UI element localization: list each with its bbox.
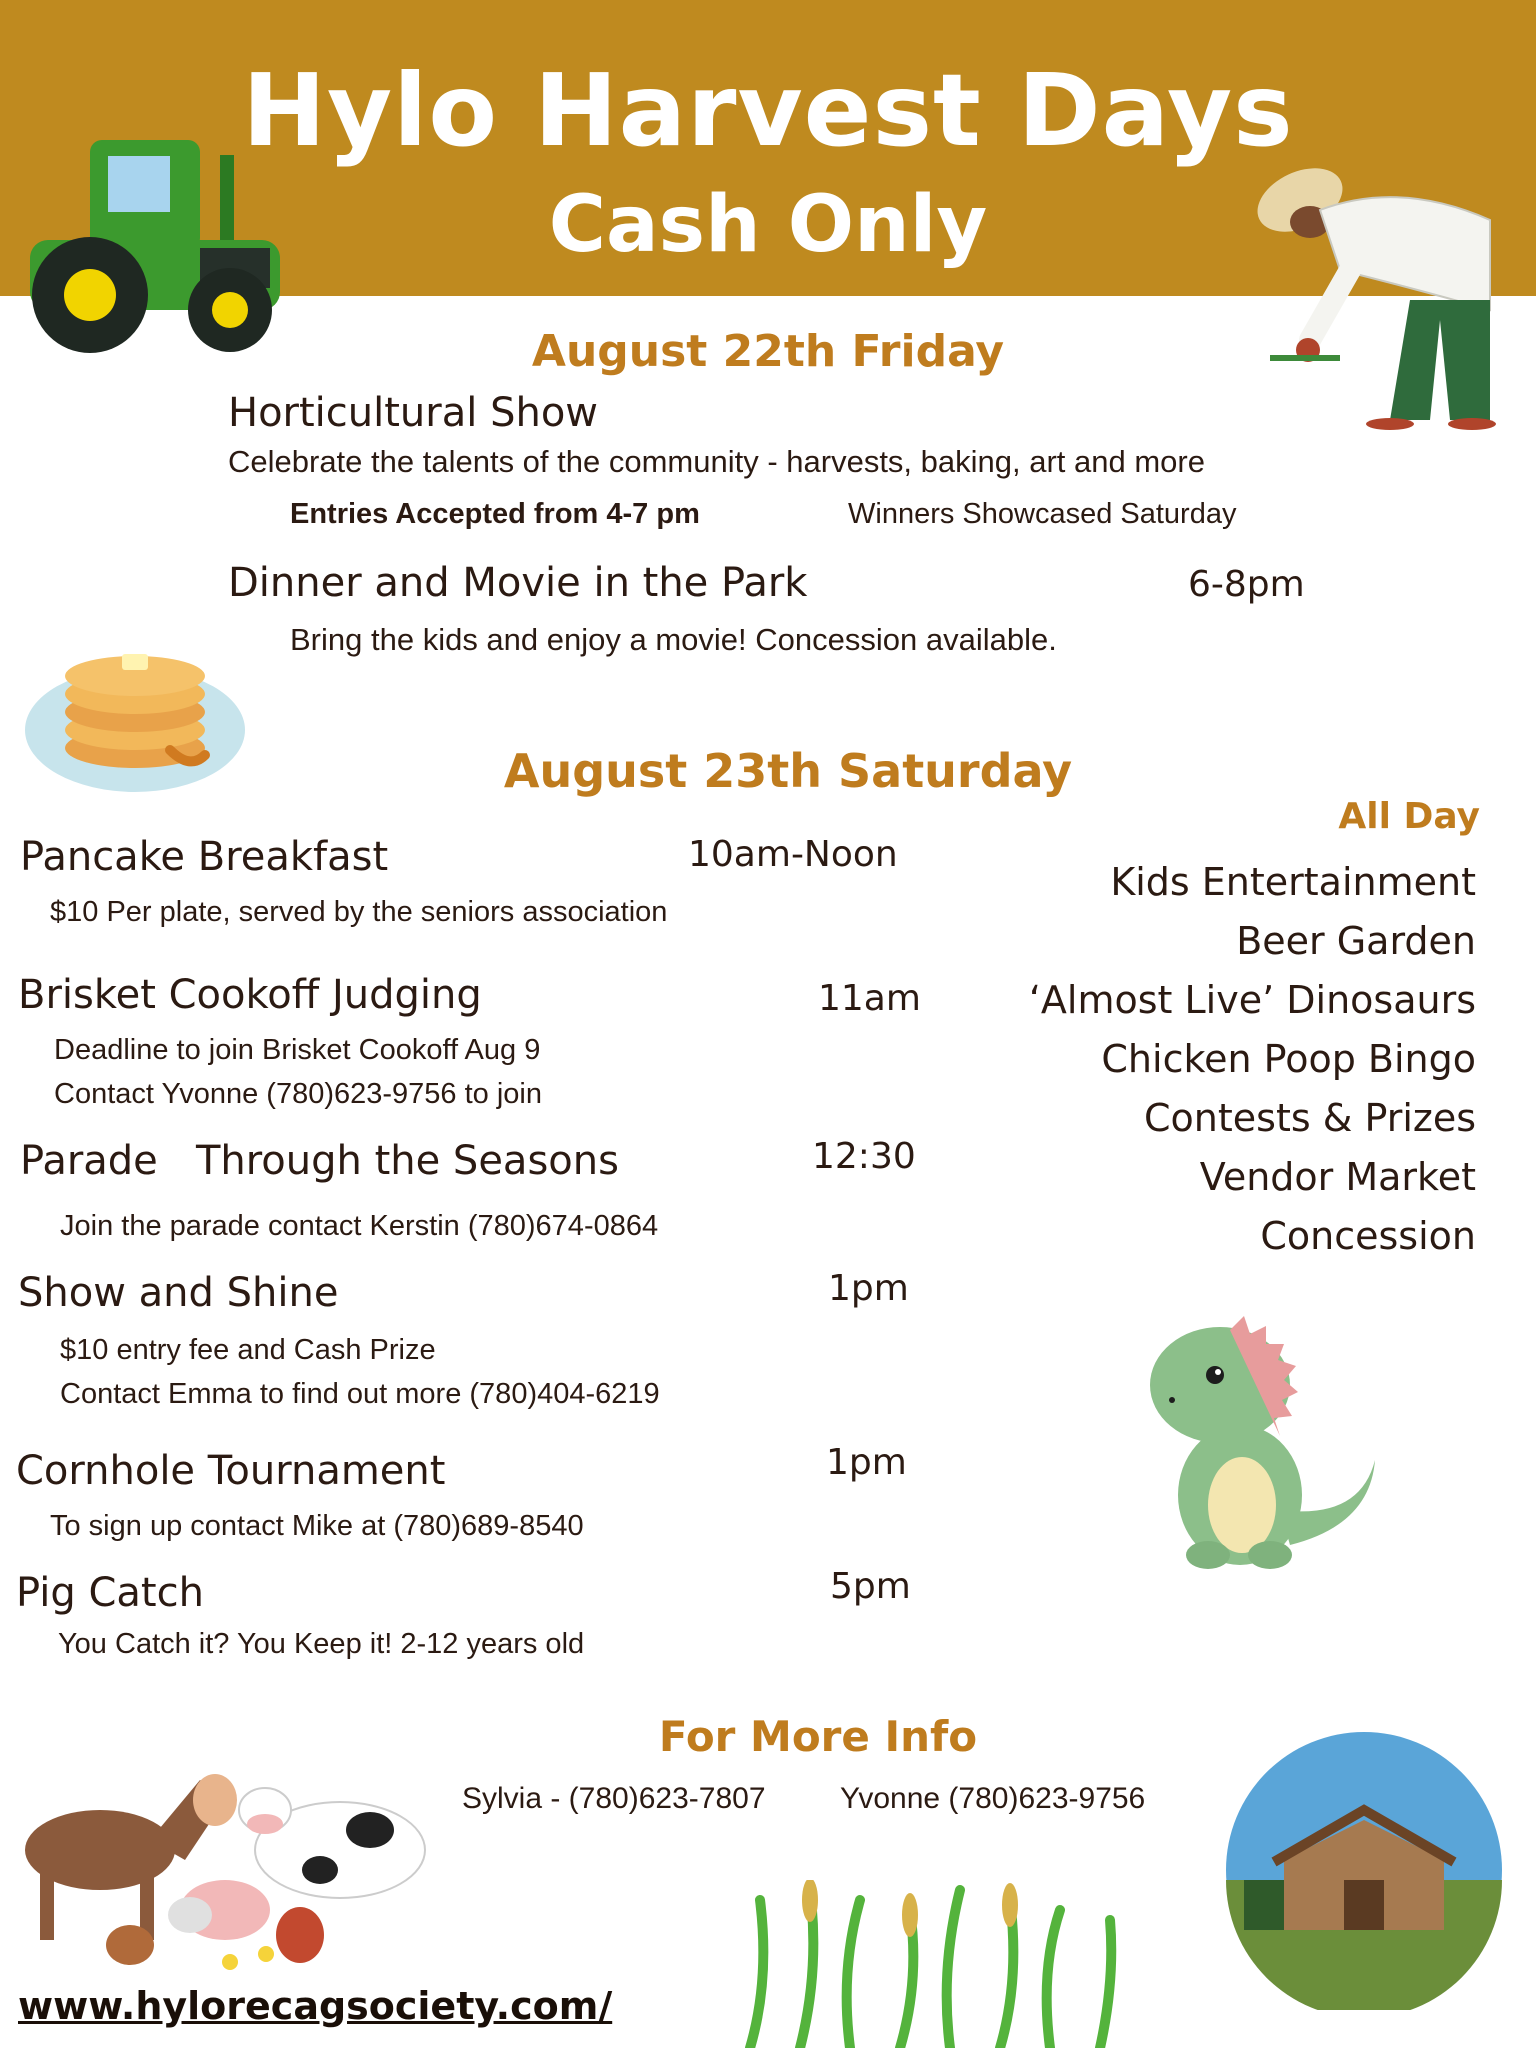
entries-accepted-note: Entries Accepted from 4-7 pm	[290, 498, 700, 530]
event-detail: You Catch it? You Keep it! 2-12 years old	[58, 1628, 585, 1660]
winners-showcased-note: Winners Showcased Saturday	[848, 498, 1237, 530]
tractor-icon	[20, 120, 300, 360]
event-parade: Parade Through the Seasons	[20, 1138, 619, 1184]
event-time: 11am	[818, 978, 921, 1019]
event-brisket-cookoff: Brisket Cookoff Judging	[18, 972, 482, 1018]
contact-yvonne: Yvonne (780)623-9756	[840, 1782, 1146, 1815]
event-description: Celebrate the talents of the community - harvests, baking, art and more	[228, 444, 1205, 479]
contact-sylvia: Sylvia - (780)623-7807	[462, 1782, 766, 1815]
farm-animals-icon	[10, 1740, 430, 1980]
saturday-heading: August 23th Saturday	[503, 744, 1073, 798]
friday-heading: August 22th Friday	[531, 326, 1005, 377]
more-info-heading: For More Info	[658, 1712, 978, 1761]
event-cornhole: Cornhole Tournament	[16, 1448, 446, 1494]
event-time: 12:30	[812, 1136, 916, 1177]
event-show-and-shine: Show and Shine	[18, 1270, 339, 1316]
event-pancake-breakfast: Pancake Breakfast	[20, 834, 389, 880]
event-detail: $10 entry fee and Cash Prize	[60, 1334, 436, 1366]
event-description: Bring the kids and enjoy a movie! Concession available.	[290, 622, 1057, 657]
page-title: Hylo Harvest Days	[242, 52, 1294, 169]
event-pig-catch: Pig Catch	[16, 1570, 204, 1616]
event-time: 5pm	[830, 1566, 911, 1607]
event-horticultural-show: Horticultural Show	[228, 390, 598, 436]
event-dinner-movie: Dinner and Movie in the Park	[228, 560, 808, 606]
dinosaur-icon	[1130, 1310, 1390, 1580]
all-day-item: Vendor Market	[1199, 1155, 1476, 1199]
event-detail: Deadline to join Brisket Cookoff Aug 9	[54, 1034, 541, 1066]
all-day-item: Chicken Poop Bingo	[1101, 1037, 1476, 1081]
barn-icon	[1224, 1730, 1504, 2010]
pancakes-icon	[20, 630, 250, 800]
all-day-item: ‘Almost Live’ Dinosaurs	[1028, 978, 1476, 1022]
event-time: 1pm	[828, 1268, 909, 1309]
event-time: 1pm	[826, 1442, 907, 1483]
farmer-icon	[1240, 160, 1520, 430]
page-subtitle: Cash Only	[548, 180, 988, 270]
wheat-icon	[730, 1880, 1130, 2048]
event-detail: Contact Emma to find out more (780)404-6219	[60, 1378, 660, 1410]
event-detail: $10 Per plate, served by the seniors association	[50, 896, 668, 928]
event-time: 10am-Noon	[688, 834, 898, 875]
event-detail: Contact Yvonne (780)623-9756 to join	[54, 1078, 542, 1110]
event-detail: To sign up contact Mike at (780)689-8540	[50, 1510, 584, 1542]
all-day-item: Beer Garden	[1236, 919, 1476, 963]
website-link[interactable]: www.hylorecagsociety.com/	[18, 1984, 613, 2028]
all-day-item: Concession	[1260, 1214, 1476, 1258]
all-day-heading: All Day	[1338, 796, 1480, 837]
all-day-item: Kids Entertainment	[1110, 860, 1476, 904]
all-day-item: Contests & Prizes	[1144, 1096, 1476, 1140]
event-detail: Join the parade contact Kerstin (780)674-0864	[60, 1210, 659, 1242]
event-time: 6-8pm	[1188, 564, 1305, 605]
